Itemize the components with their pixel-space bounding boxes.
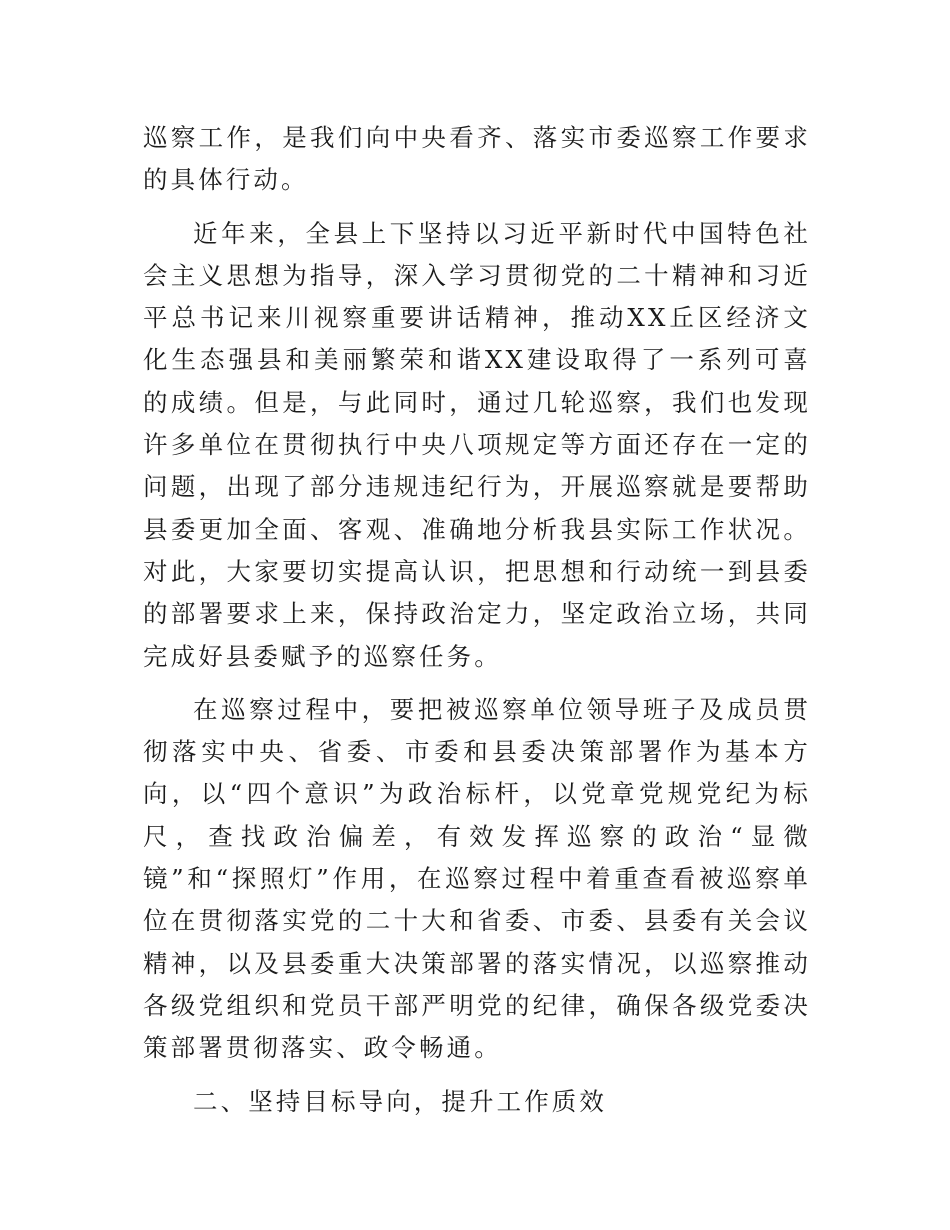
document-page [143,117,811,1123]
paragraph-recent-years: 近年来，全县上下坚持以习近平新时代中国特色社会主义思想为指导，深入学习贯彻党的二十精神和习近平总书记来川视察重要讲话精神，推动XX丘区经济文化生态强县和美丽繁荣和谐XX建设取得了一系列可喜的成绩。但是，与此同时，通过几轮巡察，我们也发现许多单位在贯彻执行中央八项规定等方面还存在一定的问题，出现了部分违规违纪行为，开展巡察就是要帮助县委更加全面、客观、准确地分析我县实际工作状况。对此，大家要切实提高认识，把思想和行动统一到县委的部署要求上来，保持政治定力，坚定政治立场，共同完成好县委赋予的巡察任务。 [143,218,811,671]
section-heading: 二、坚持目标导向，提升工作质效 [193,1086,607,1116]
paragraph-continuation: 巡察工作，是我们向中央看齐、落实市委巡察工作要求的具体行动。 [143,123,811,195]
paragraph-inspection-process: 在巡察过程中，要把被巡察单位领导班子及成员贯彻落实中央、省委、市委和县委决策部署作为基本方向，以“四个意识”为政治标杆，以党章党规党纪为标尺，查找政治偏差，有效发挥巡察的政治“显微镜”和“探照灯”作用，在巡察过程中着重查看被巡察单位在贯彻落实党的二十大和省委、市委、县委有关会议精神，以及县委重大决策部署的落实情况，以巡察推动各级党组织和党员干部严明党的纪律，确保各级党委决策部署贯彻落实、政令畅通。 [143,694,811,1063]
